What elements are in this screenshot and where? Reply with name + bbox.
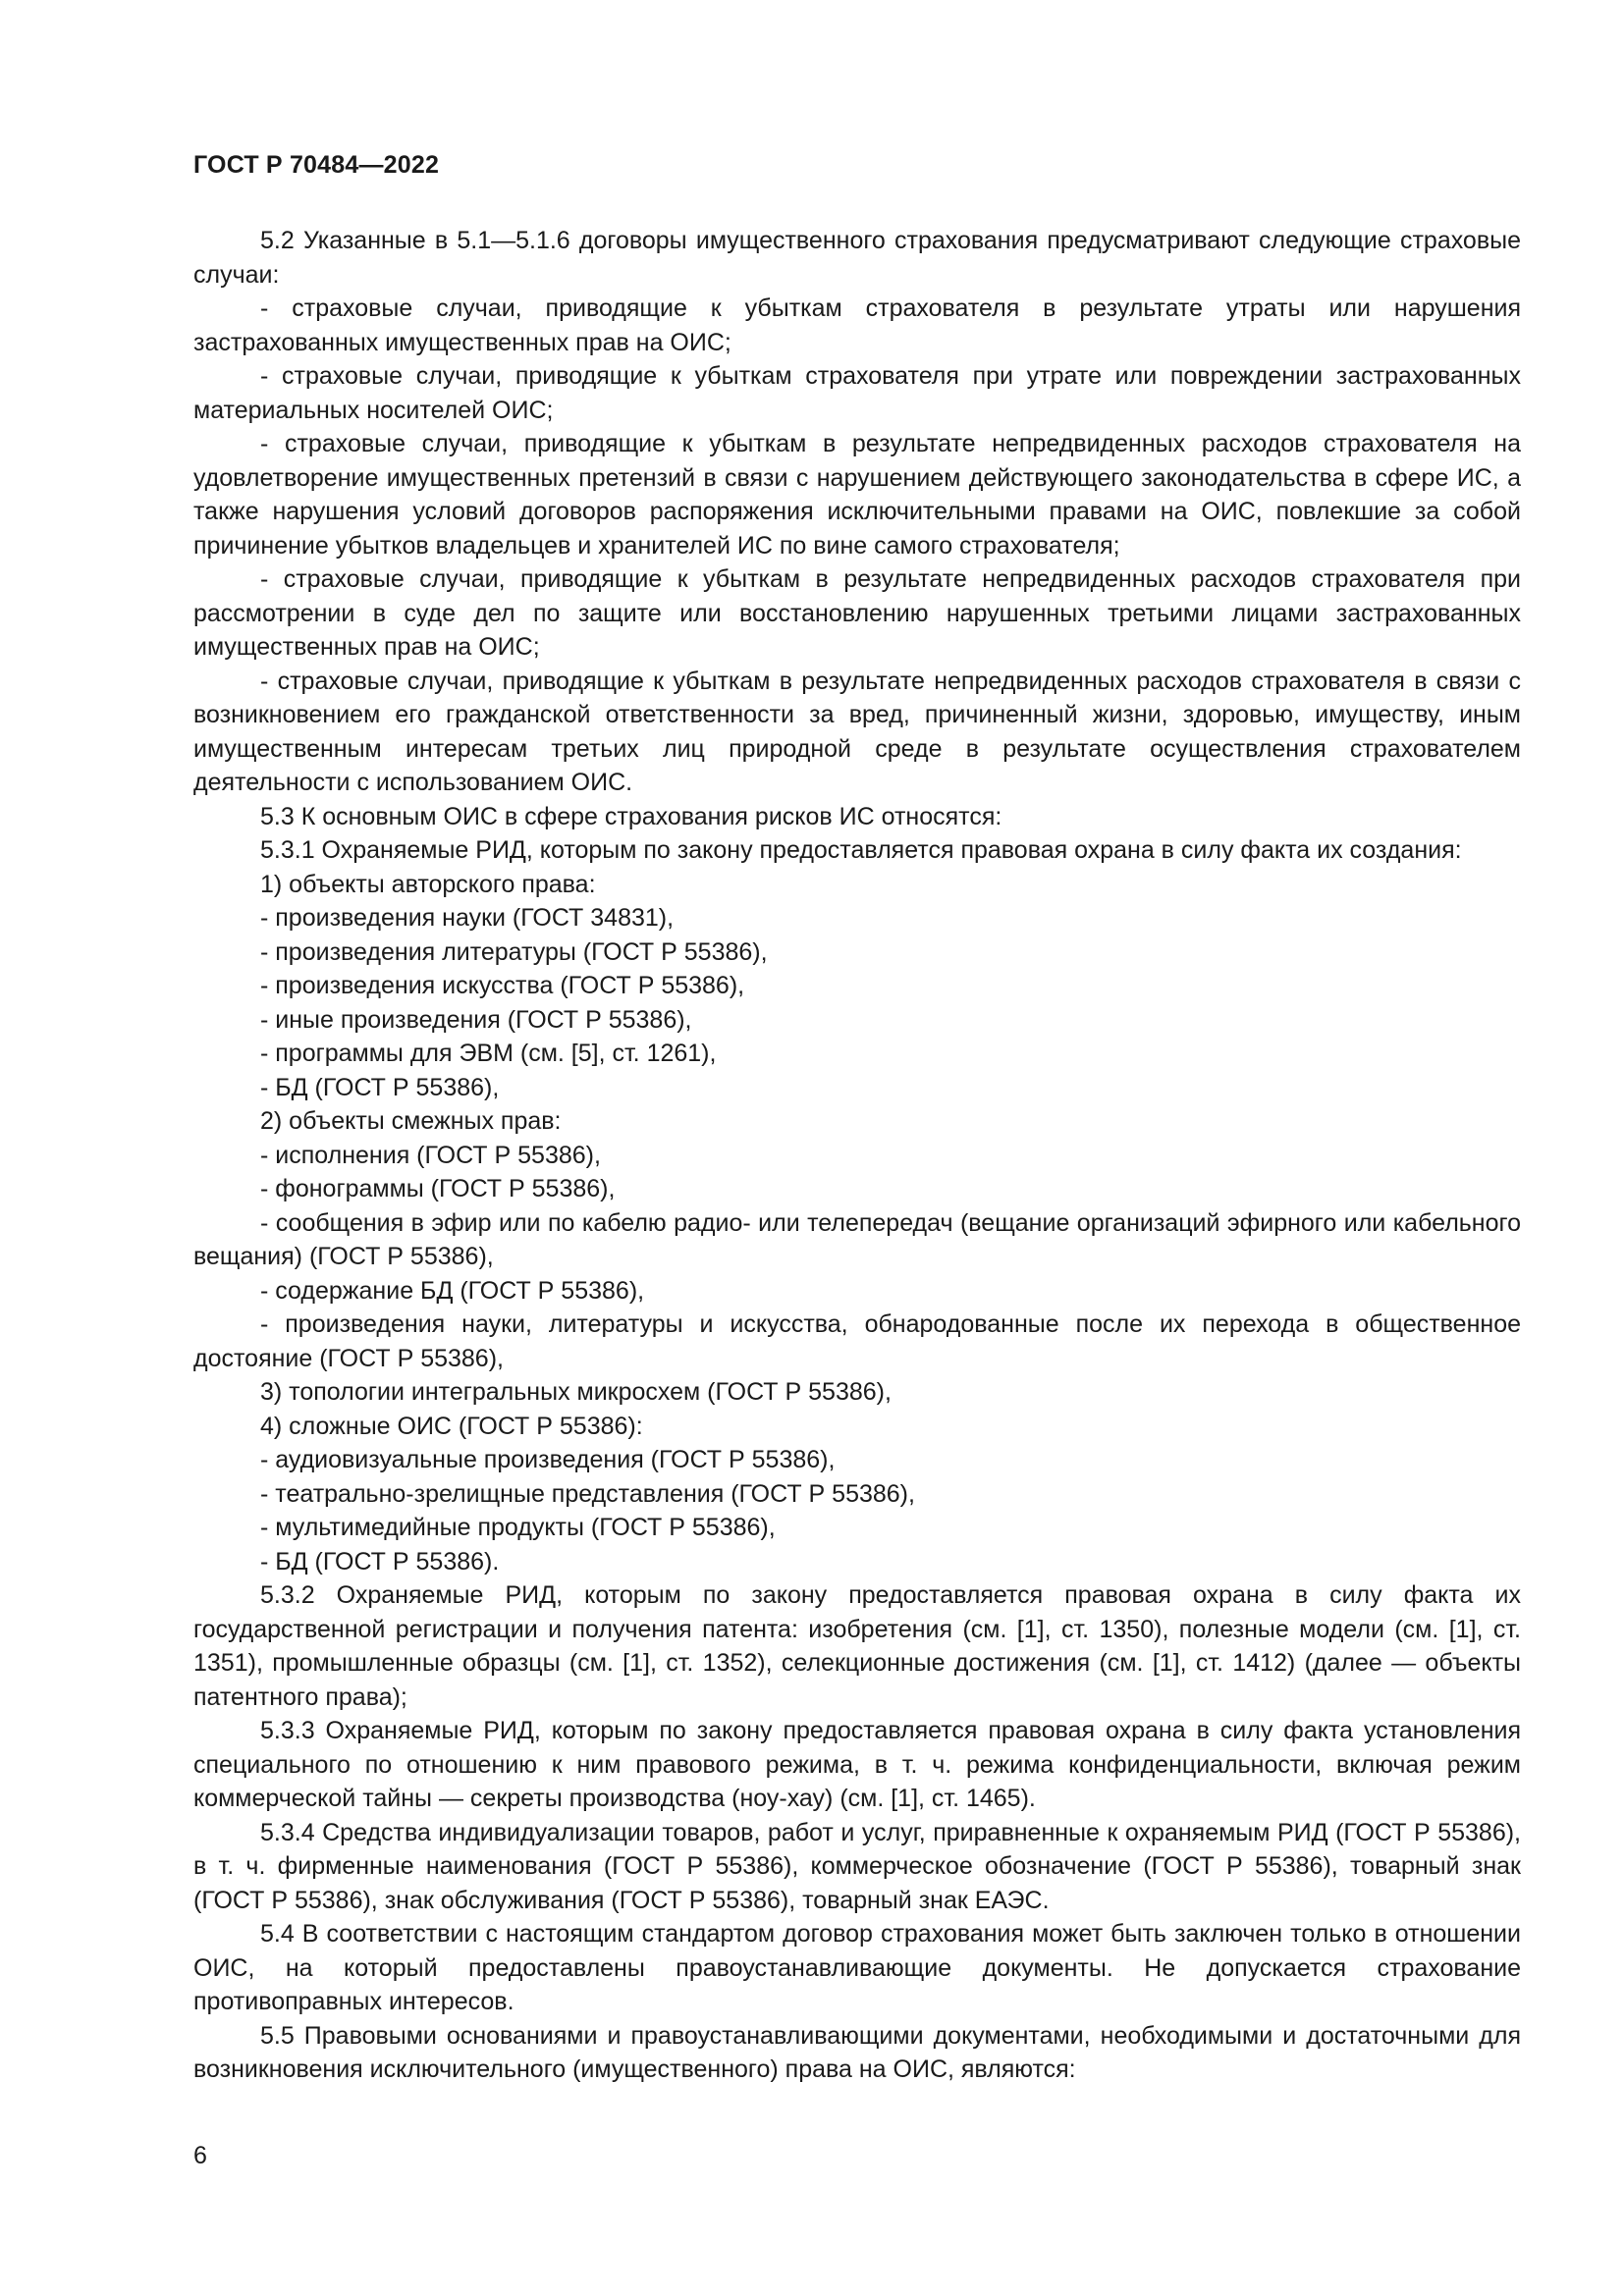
page-number: 6 (193, 2142, 207, 2169)
paragraph-5-3: 5.3 К основным ОИС в сфере страхования рисков ИС относятся: (260, 802, 1002, 830)
list-item: - БД (ГОСТ Р 55386), (260, 1073, 500, 1101)
list-item: - программы для ЭВМ (см. [5], ст. 1261), (260, 1040, 717, 1067)
list-item: - содержание БД (ГОСТ Р 55386), (260, 1276, 645, 1305)
list-item-object-type: 2) объекты смежных прав: (260, 1107, 562, 1135)
paragraph-5-3-1: 5.3.1 Охраняемые РИД, которым по закону предоставляется правовая охрана в силу факта их создания: (260, 836, 1462, 864)
list-item-insurance-case: - страховые случаи, приводящие к убыткам страхователя в результате утраты или нарушения застрахованных имущественных прав на ОИС; (193, 294, 1521, 356)
list-item: - произведения литературы (ГОСТ Р 55386), (260, 937, 768, 966)
paragraph-5-3-2: 5.3.2 Охраняемые РИД, которым по закону предоставляется правовая охрана в силу факта их государственной регистрации и получения патента: изобретения (см. [1], ст. 1350), полезные модели (см. [1], ст. 1351), промышленные образцы (см. [1], ст. 1352), селекционные достижения (см. [1], ст. 1412) (далее — объекты патентного права); (193, 1581, 1521, 1711)
list-item-insurance-case: - страховые случаи, приводящие к убыткам страхователя при утрате или повреждении застрахованных материальных носителей ОИС; (193, 362, 1521, 424)
document-body (193, 224, 1521, 2087)
list-item: - БД (ГОСТ Р 55386). (260, 1547, 500, 1575)
list-item-object-type: 3) топологии интегральных микросхем (ГОСТ Р 55386), (260, 1378, 892, 1406)
paragraph-5-3-3: 5.3.3 Охраняемые РИД, которым по закону предоставляется правовая охрана в силу факта установления специального по отношению к ним правового режима, в т. ч. режима конфиденциальности, включая режим коммерческой тайны — секреты производства (ноу-хау) (см. [1], ст. 1465). (193, 1717, 1521, 1812)
list-item: - исполнения (ГОСТ Р 55386), (260, 1141, 601, 1169)
paragraph-5-3-4: 5.3.4 Средства индивидуализации товаров, работ и услуг, приравненные к охраняемым РИД (ГОСТ Р 55386), в т. ч. фирменные наименования (ГОСТ Р 55386), коммерческое обозначение (ГОСТ Р 55386), товарный знак (ГОСТ Р 55386), знак обслуживания (ГОСТ Р 55386), товарный знак ЕАЭС. (193, 1818, 1521, 1914)
list-item: - аудиовизуальные произведения (ГОСТ Р 55386), (260, 1446, 836, 1473)
list-item: - сообщения в эфир или по кабелю радио- или телепередач (вещание организаций эфирного или кабельного вещания) (ГОСТ Р 55386), (193, 1208, 1521, 1270)
list-item-insurance-case: - страховые случаи, приводящие к убыткам в результате непредвиденных расходов страхователя в связи с возникновением его гражданской ответственности за вред, причиненный жизни, здоровью, имуществу, иным имущественным интересам третьих лиц природной среде в результате осуществления страхователем деятельности с использованием ОИС. (193, 667, 1521, 796)
list-item: - произведения науки (ГОСТ 34831), (260, 904, 675, 932)
list-item: - иные произведения (ГОСТ Р 55386), (260, 1005, 692, 1034)
paragraph-5-5: 5.5 Правовыми основаниями и правоустанавливающими документами, необходимыми и достаточными для возникновения исключительного (имущественного) права на ОИС, являются: (193, 2021, 1521, 2083)
list-item: - мультимедийные продукты (ГОСТ Р 55386), (260, 1514, 776, 1541)
list-item-insurance-case: - страховые случаи, приводящие к убыткам в результате непредвиденных расходов страхователя при рассмотрении в суде дел по защите или восстановлению нарушенных третьими лицами застрахованных имущественных прав на ОИС; (193, 565, 1521, 661)
list-item: - театрально-зрелищные представления (ГОСТ Р 55386), (260, 1479, 915, 1508)
list-item-insurance-case: - страховые случаи, приводящие к убыткам в результате непредвиденных расходов страхователя на удовлетворение имущественных претензий в связи с нарушением действующего законодательства в сфере ИС, а также нарушения условий договоров распоряжения исключительными правами на ОИС, повлекшие за собой причинение убытков владельцев и хранителей ИС по вине самого страхователя; (193, 430, 1521, 560)
paragraph-5-2: 5.2 Указанные в 5.1—5.1.6 договоры имущественного страхования предусматривают следующие страховые случаи: (193, 227, 1521, 289)
paragraph-5-4: 5.4 В соответствии с настоящим стандартом договор страхования может быть заключен только в отношении ОИС, на который предоставлены правоустанавливающие документы. Не допускается страхование противоправных интересов. (193, 1920, 1521, 2015)
list-item: - произведения науки, литературы и искусства, обнародованные после их перехода в общественное достояние (ГОСТ Р 55386), (193, 1310, 1521, 1372)
list-item-object-type: 1) объекты авторского права: (260, 870, 596, 898)
list-item-object-type: 4) сложные ОИС (ГОСТ Р 55386): (260, 1412, 643, 1440)
list-item: - фонограммы (ГОСТ Р 55386), (260, 1175, 616, 1202)
document-header: ГОСТ Р 70484—2022 (193, 151, 440, 179)
list-item: - произведения искусства (ГОСТ Р 55386), (260, 972, 745, 999)
